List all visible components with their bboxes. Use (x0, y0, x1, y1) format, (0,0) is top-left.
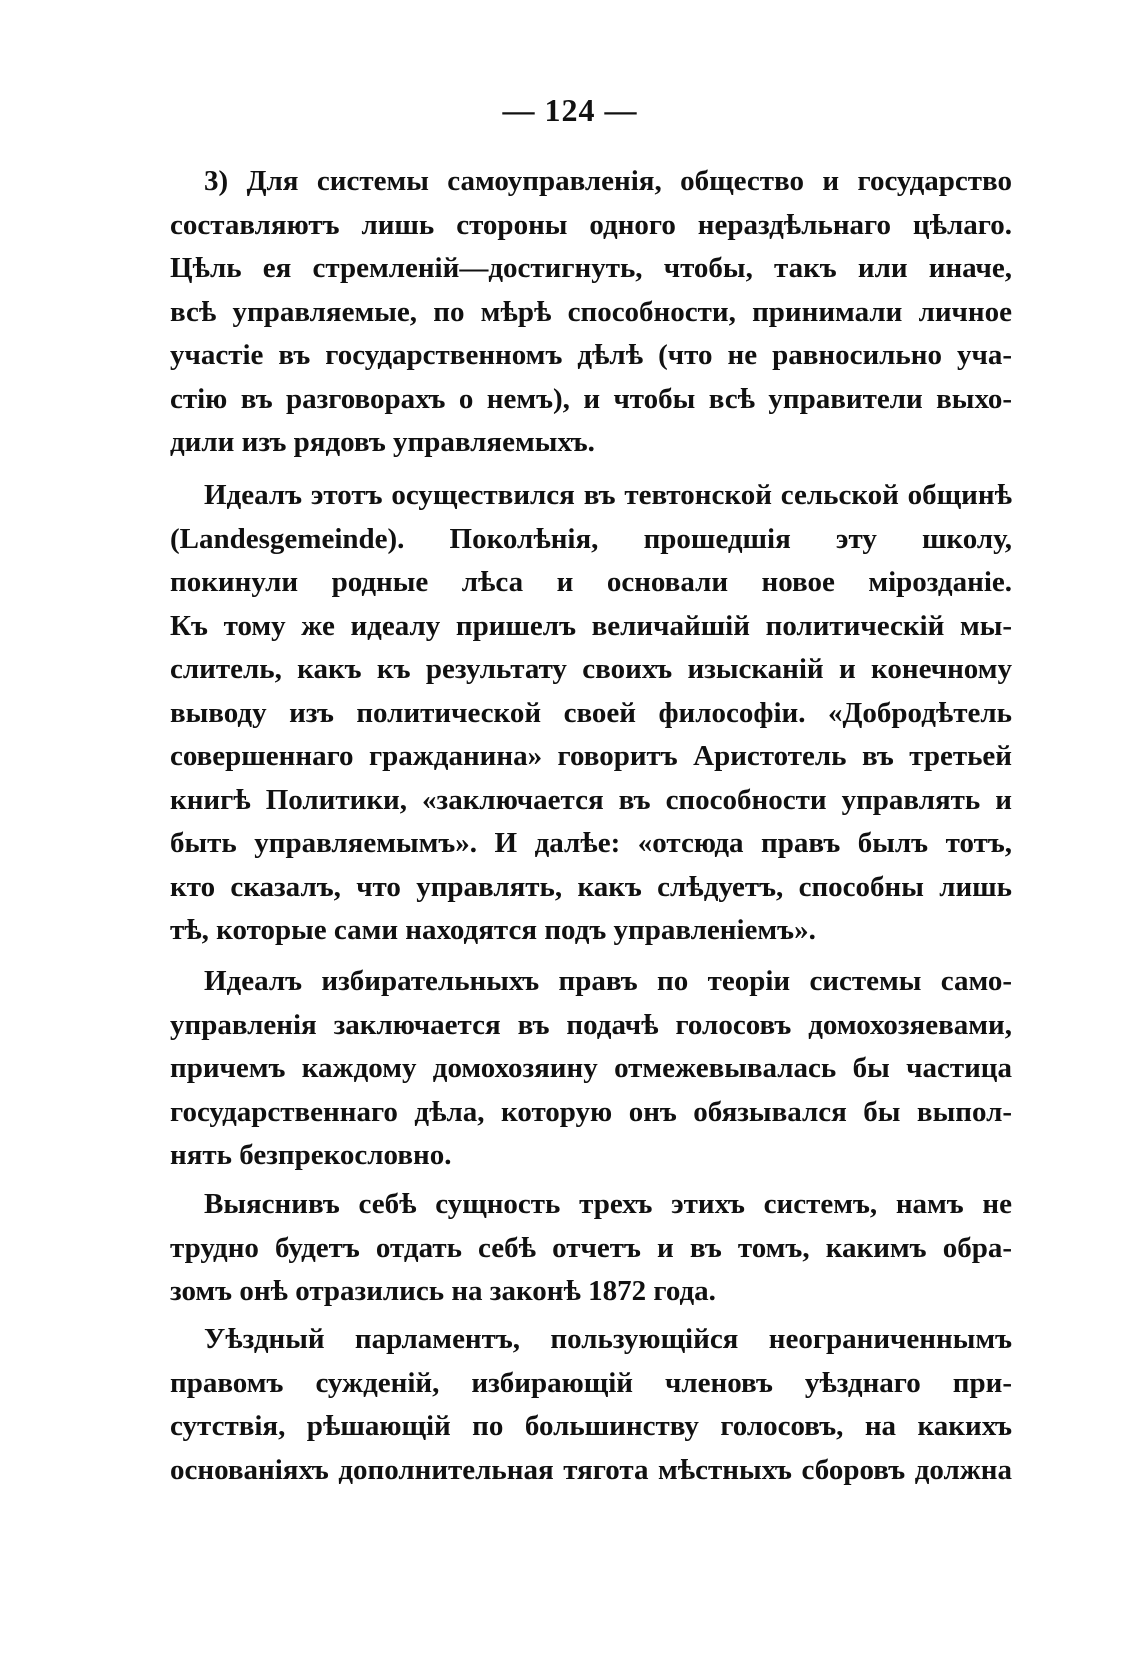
text-line: трудно будетъ отдать себѣ отчетъ и въ томъ, какимъ обра- (170, 1231, 1012, 1264)
text-line: быть управляемымъ». И далѣе: «отсюда правъ былъ тотъ, (170, 827, 1012, 859)
text-line: совершеннаго гражданина» говоритъ Аристотель въ третьей (170, 740, 1012, 772)
text-line: Цѣль ея стремленій—достигнуть, чтобы, такъ или иначе, (170, 252, 1012, 284)
paragraph-5 (170, 1318, 1012, 1492)
page-number: — 124 — (502, 92, 638, 128)
text-line: (Landesgemeinde). Поколѣнія, прошедшія эту школу, (170, 522, 1012, 555)
text-line: стію въ разговорахъ о немъ), и чтобы всѣ управители выхо- (170, 382, 1012, 415)
text-line: всѣ управляемые, по мѣрѣ способности, принимали личное (170, 295, 1012, 328)
text-line: покинули родные лѣса и основали новое мірозданіе. (170, 566, 1012, 598)
paragraph-2 (170, 474, 1012, 953)
text-line: кто сказалъ, что управлять, какъ слѣдуетъ, способны лишь (170, 870, 1012, 903)
text-line: Уѣздный парламентъ, пользующійся неограниченнымъ (204, 1323, 1012, 1355)
text-line: дили изъ рядовъ управляемыхъ. (170, 426, 595, 458)
text-line: сутствія, рѣшающій по большинству голосовъ, на какихъ (170, 1410, 1012, 1442)
text-line: Къ тому же идеалу пришелъ величайшій политическій мы- (170, 609, 1012, 642)
text-line: Идеалъ этотъ осуществился въ тевтонской сельской общинѣ (204, 479, 1012, 511)
text-line: тѣ, которые сами находятся подъ управленіемъ». (170, 914, 816, 946)
text-line: книгѣ Политики, «заключается въ способности управлять и (170, 783, 1012, 816)
text-line: выводу изъ политической своей философіи. «Добродѣтель (170, 696, 1012, 729)
text-line: слитель, какъ къ результату своихъ изысканій и конечному (170, 653, 1012, 685)
text-line: государственнаго дѣла, которую онъ обязывался бы выпол- (170, 1095, 1012, 1128)
text-line: основаніяхъ дополнительная тягота мѣстныхъ сборовъ должна (170, 1453, 1012, 1486)
text-line: нять безпрекословно. (170, 1139, 452, 1171)
text-line: зомъ онѣ отразились на законѣ 1872 года. (170, 1275, 716, 1307)
text-line: причемъ каждому домохозяину отмежевывалась бы частица (170, 1052, 1012, 1084)
text-line: участіе въ государственномъ дѣлѣ (что не равносильно уча- (170, 339, 1012, 371)
paragraph-3 (170, 960, 1012, 1178)
text-line: управленія заключается въ подачѣ голосовъ домохозяевами, (170, 1008, 1012, 1041)
paragraph-4 (170, 1183, 1012, 1314)
text-line: правомъ сужденій, избирающій членовъ уѣзднаго при- (170, 1366, 1012, 1399)
text-line: составляютъ лишь стороны одного нераздѣльнаго цѣлаго. (170, 208, 1012, 241)
text-line: Идеалъ избирательныхъ правъ по теоріи системы само- (204, 965, 1012, 997)
paragraph-1 (170, 160, 1012, 465)
text-line: 3) Для системы самоуправленія, общество и государство (204, 165, 1012, 197)
text-line: Выяснивъ себѣ сущность трехъ этихъ системъ, намъ не (204, 1188, 1012, 1220)
